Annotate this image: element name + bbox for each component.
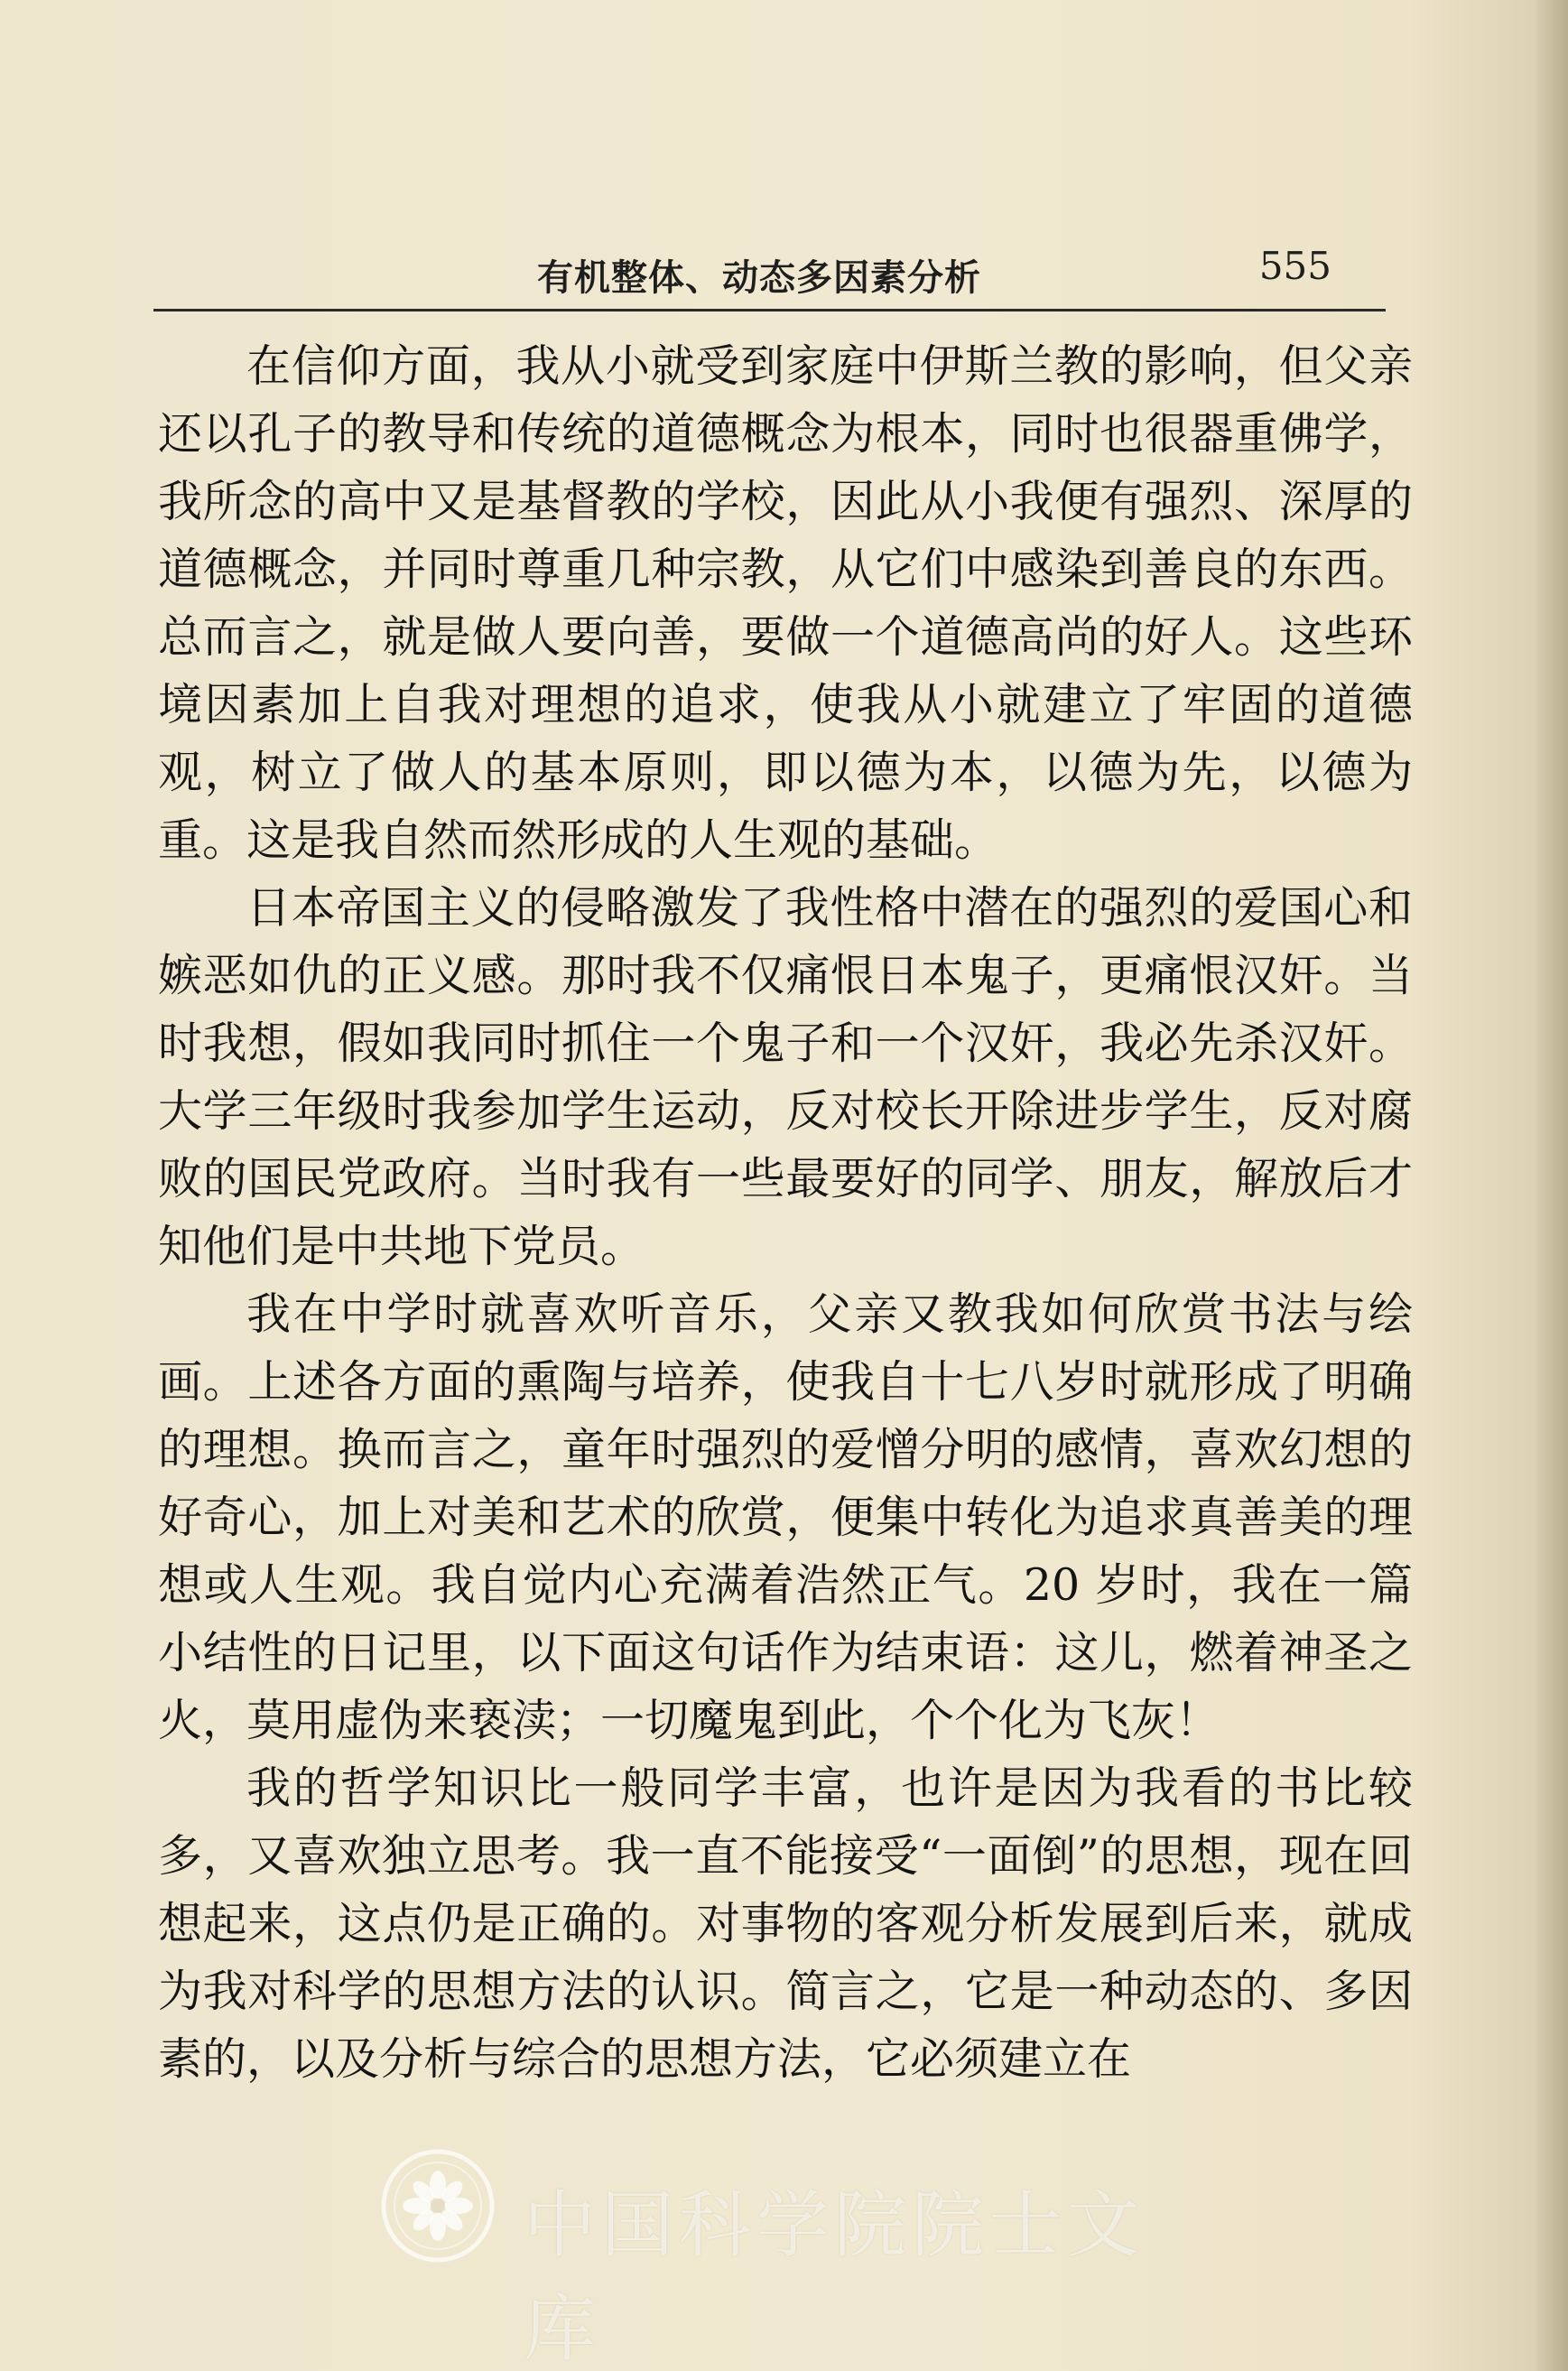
page-edge — [1536, 0, 1568, 2371]
paragraph-3: 我在中学时就喜欢听音乐，父亲又教我如何欣赏书法与绘画。上述各方面的熏陶与培养，使我自十七八岁时就形成了明确的理想。换而言之，童年时强烈的爱憎分明的感情，喜欢幻想的好奇心，加上对美和艺术的欣赏，便集中转化为追求真善美的理想或人生观。我自觉内心充满着浩然正气。20 岁时，我在一篇小结性的日记里，以下面这句话作为结束语：这儿，燃着神圣之火，莫用虚伪来亵渎；一切魔鬼到此，个个化为飞灰！ — [158, 1288, 1413, 1746]
watermark-text: 中国科学院院士文库 — [524, 2183, 1145, 2371]
page-number: 555 — [1258, 244, 1331, 288]
body-text — [158, 332, 1413, 2093]
cas-flower-seal-icon — [379, 2147, 496, 2264]
footer-watermark — [379, 2147, 1192, 2371]
paragraph-2: 日本帝国主义的侵略激发了我性格中潜在的强烈的爱国心和嫉恶如仇的正义感。那时我不仅痛恨日本鬼子，更痛恨汉奸。当时我想，假如我同时抓住一个鬼子和一个汉奸，我必先杀汉奸。大学三年级时我参加学生运动，反对校长开除进步学生，反对腐败的国民党政府。当时我有一些最要好的同学、朋友，解放后才知他们是中共地下党员。 — [158, 882, 1413, 1272]
paragraph-1: 在信仰方面，我从小就受到家庭中伊斯兰教的影响，但父亲还以孔子的教导和传统的道德概念为根本，同时也很器重佛学，我所念的高中又是基督教的学校，因此从小我便有强烈、深厚的道德概念，并同时尊重几种宗教，从它们中感染到善良的东西。总而言之，就是做人要向善，要做一个道德高尚的好人。这些环境因素加上自我对理想的追求，使我从小就建立了牢固的道德观，树立了做人的基本原则，即以德为本，以德为先，以德为重。这是我自然而然形成的人生观的基础。 — [158, 340, 1413, 866]
paragraph-4: 我的哲学知识比一般同学丰富，也许是因为我看的书比较多，又喜欢独立思考。我一直不能接受“一面倒”的思想，现在回想起来，这点仍是正确的。对事物的客观分析发展到后来，就成为我对科学的思想方法的认识。简言之，它是一种动态的、多因素的，以及分析与综合的思想方法，它必须建立在 — [158, 1762, 1413, 2085]
running-header — [153, 237, 1386, 311]
running-title: 有机整体、动态多因素分析 — [537, 257, 981, 299]
